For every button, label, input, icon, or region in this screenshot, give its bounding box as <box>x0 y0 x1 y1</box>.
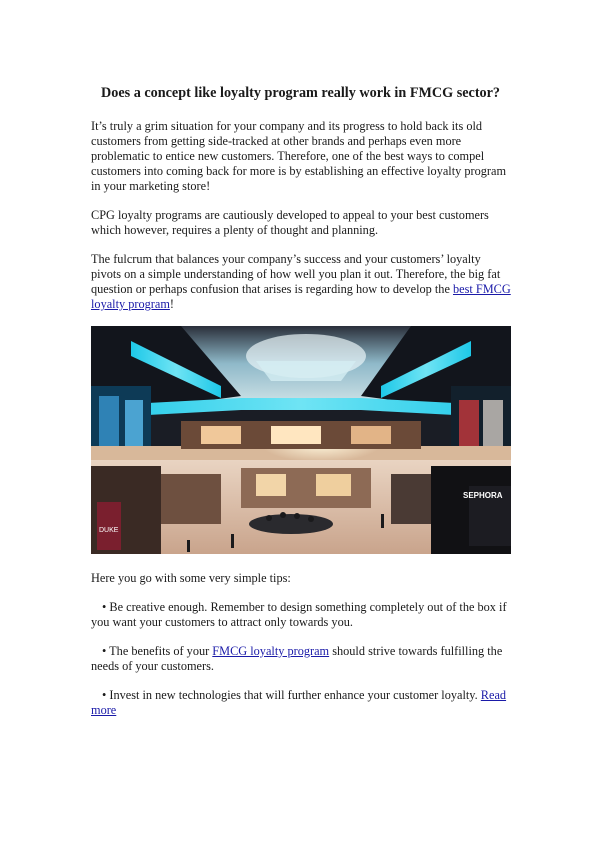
tip-benefits-text: • The benefits of your <box>102 644 213 658</box>
cpg-paragraph: CPG loyalty programs are cautiously developed to appeal to your best customers which however, requires a plenty of thought and planning. <box>91 208 489 237</box>
article <box>91 86 511 732</box>
shopping-mall-image <box>91 326 511 554</box>
tip-creative: • Be creative enough. Remember to design something completely out of the box if you want your customers to attract only towards you. <box>91 600 507 629</box>
fulcrum-paragraph <box>91 252 511 312</box>
tip-benefits-end: should strive towards fulfilling the needs of your customers. <box>91 644 503 673</box>
sephora-sign: SEPHORA <box>463 491 503 500</box>
tip-technology-text: • Invest in new technologies that will further enhance your customer loyalty. <box>102 688 481 702</box>
fmcg-loyalty-program-link[interactable]: FMCG loyalty program <box>212 644 330 658</box>
duke-sign: DUKE <box>99 527 119 534</box>
tips-intro: Here you go with some very simple tips: <box>91 571 291 585</box>
best-fmcg-loyalty-program-link[interactable]: best FMCG loyalty program <box>91 282 511 311</box>
article-title: Does a concept like loyalty program really work in FMCG sector? <box>101 85 501 101</box>
fulcrum-text: The fulcrum that balances your company’s success and your customers’ loyalty pivots on a simple understanding of how well you plan it out. Therefore, the big fat question or perhaps confusion that arises is regarding how to develop the <box>91 252 501 296</box>
fulcrum-end: ! <box>169 297 174 311</box>
read-more-link[interactable]: Read more <box>91 688 507 717</box>
intro-paragraph: It’s truly a grim situation for your company and its progress to hold back its old customers from getting side-tracked at other brands and perhaps even more problematic to entice new customers. Therefore, one of the best ways to compel customers into coming back for more is by establishing an effective loyalty program in your marketing store! <box>91 119 507 193</box>
tip-technology <box>91 688 511 718</box>
tip-benefits <box>91 644 511 674</box>
